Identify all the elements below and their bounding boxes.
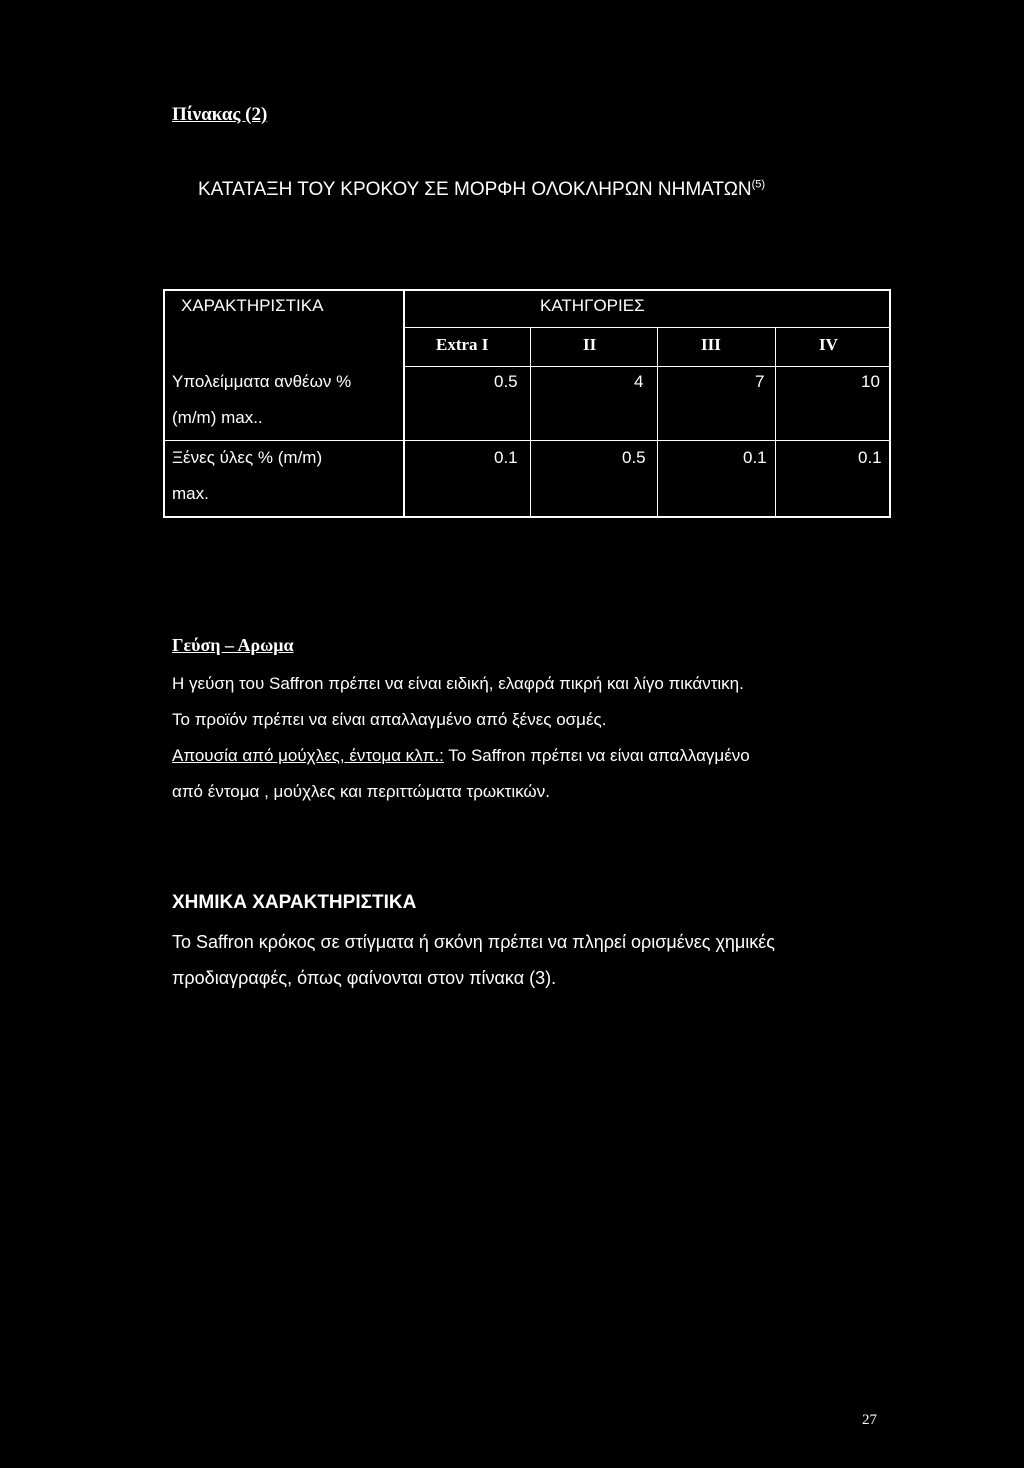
table-divider-col2 [530, 327, 531, 517]
categories-header: ΚΑΤΗΓΟΡΙΕΣ [540, 296, 645, 315]
taste-line-1: Η γεύση του Saffron πρέπει να είναι ειδική, ελαφρά πικρή και λίγο πικάντικη. [172, 674, 744, 693]
row-flower-residues-iv: 10 [861, 372, 880, 391]
table-divider-row [163, 440, 891, 441]
row-foreign-matter-label-line2: max. [172, 484, 209, 503]
category-ii: II [583, 335, 597, 354]
table-divider-subheader [403, 327, 891, 328]
row-foreign-matter-ii: 0.5 [622, 448, 646, 467]
absence-label: Απουσία από μούχλες, έντομα κλπ.: [172, 746, 444, 765]
row-flower-residues-label-line1: Υπολείμματα ανθέων % [172, 372, 352, 391]
table-title-text: ΚΑΤΑΤΑΞΗ ΤΟΥ ΚΡΟΚΟΥ ΣΕ ΜΟΡΦΗ ΟΛΟΚΛΗΡΩΝ ΝΗΜΑΤΩΝ [198, 179, 752, 200]
table-divider-header [403, 366, 891, 367]
row-foreign-matter-extra-i: 0.1 [494, 448, 518, 467]
row-flower-residues-extra-i: 0.5 [494, 372, 518, 391]
category-iv: IV [819, 335, 838, 354]
row-flower-residues-ii: 4 [634, 372, 644, 391]
row-flower-residues-label-line2: (m/m) max.. [172, 408, 263, 427]
row-flower-residues-iii: 7 [755, 372, 765, 391]
row-foreign-matter-iii: 0.1 [743, 448, 767, 467]
chemical-line-2: προδιαγραφές, όπως φαίνονται στον πίνακα (3). [172, 968, 557, 988]
table-divider-label [403, 289, 405, 518]
table-border-right [889, 289, 891, 518]
chemical-heading: ΧΗΜΙΚΑ ΧΑΡΑΚΤΗΡΙΣΤΙΚΑ [172, 892, 417, 913]
table-border-left [163, 289, 165, 518]
table-border-top [163, 289, 891, 291]
page-number: 27 [862, 1412, 877, 1428]
table-border-bottom [163, 516, 891, 518]
table-divider-col3 [657, 327, 658, 517]
taste-line-4: από έντομα , μούχλες και περιττώματα τρωκτικών. [172, 782, 550, 801]
category-iii: III [701, 335, 721, 354]
table-divider-col4 [775, 327, 776, 517]
taste-line-2: Το προϊόν πρέπει να είναι απαλλαγμένο από ξένες οσμές. [172, 710, 607, 729]
row-foreign-matter-iv: 0.1 [858, 448, 882, 467]
row-foreign-matter-label-line1: Ξένες ύλες % (m/m) [172, 448, 323, 467]
title-footnote: (5) [751, 178, 766, 191]
table-caption: Πίνακας (2) [172, 104, 268, 125]
taste-absence-line [172, 746, 750, 766]
chemical-line-1: Το Saffron κρόκος σε στίγματα ή σκόνη πρέπει να πληρεί ορισμένες χημικές [172, 932, 775, 952]
table-title [198, 179, 765, 201]
taste-heading: Γεύση – Αρωμα [172, 635, 294, 655]
characteristics-header: ΧΑΡΑΚΤΗΡΙΣΤΙΚΑ [181, 296, 324, 315]
category-extra-i: Extra I [436, 335, 489, 354]
absence-text: Το Saffron πρέπει να είναι απαλλαγμένο [443, 746, 750, 765]
